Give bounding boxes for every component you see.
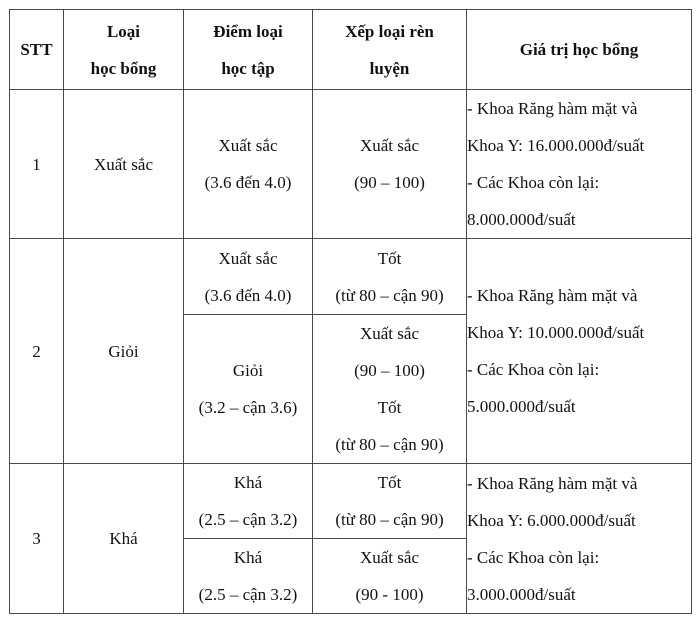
scholarship-type-cell: Giỏi (64, 239, 184, 464)
gpa-cell: Khá (2.5 – cận 3.2) (184, 539, 313, 614)
header-row (10, 10, 692, 90)
gpa-cell: Xuất sắc (3.6 đến 4.0) (184, 90, 313, 239)
table-row (10, 464, 692, 539)
conduct-cell: Xuất sắc (90 – 100) Tốt (từ 80 – cận 90) (313, 315, 467, 464)
gpa-cell: Giỏi (3.2 – cận 3.6) (184, 315, 313, 464)
conduct-cell: Tốt (từ 80 – cận 90) (313, 239, 467, 315)
gpa-cell: Xuất sắc (3.6 đến 4.0) (184, 239, 313, 315)
scholarship-value-cell: - Khoa Răng hàm mặt và Khoa Y: 6.000.000đ/suất - Các Khoa còn lại: 3.000.000đ/suất (467, 464, 692, 614)
scholarship-type-cell: Khá (64, 464, 184, 614)
conduct-cell: Xuất sắc (90 - 100) (313, 539, 467, 614)
stt-cell: 3 (10, 464, 64, 614)
conduct-cell: Xuất sắc (90 – 100) (313, 90, 467, 239)
scholarship-type-cell: Xuất sắc (64, 90, 184, 239)
header-stt: STT (10, 10, 64, 90)
table-row (10, 239, 692, 315)
stt-cell: 2 (10, 239, 64, 464)
header-gpa: Điểm loại học tập (184, 10, 313, 90)
gpa-cell: Khá (2.5 – cận 3.2) (184, 464, 313, 539)
scholarship-value-cell: - Khoa Răng hàm mặt và Khoa Y: 10.000.000đ/suất - Các Khoa còn lại: 5.000.000đ/suất (467, 239, 692, 464)
stt-cell: 1 (10, 90, 64, 239)
scholarship-value-cell: - Khoa Răng hàm mặt và Khoa Y: 16.000.000đ/suất - Các Khoa còn lại: 8.000.000đ/suất (467, 90, 692, 239)
scholarship-table (9, 9, 692, 614)
header-scholarship-type: Loại học bổng (64, 10, 184, 90)
conduct-cell: Tốt (từ 80 – cận 90) (313, 464, 467, 539)
header-value: Giá trị học bổng (467, 10, 692, 90)
table-row (10, 90, 692, 239)
header-conduct: Xếp loại rèn luyện (313, 10, 467, 90)
